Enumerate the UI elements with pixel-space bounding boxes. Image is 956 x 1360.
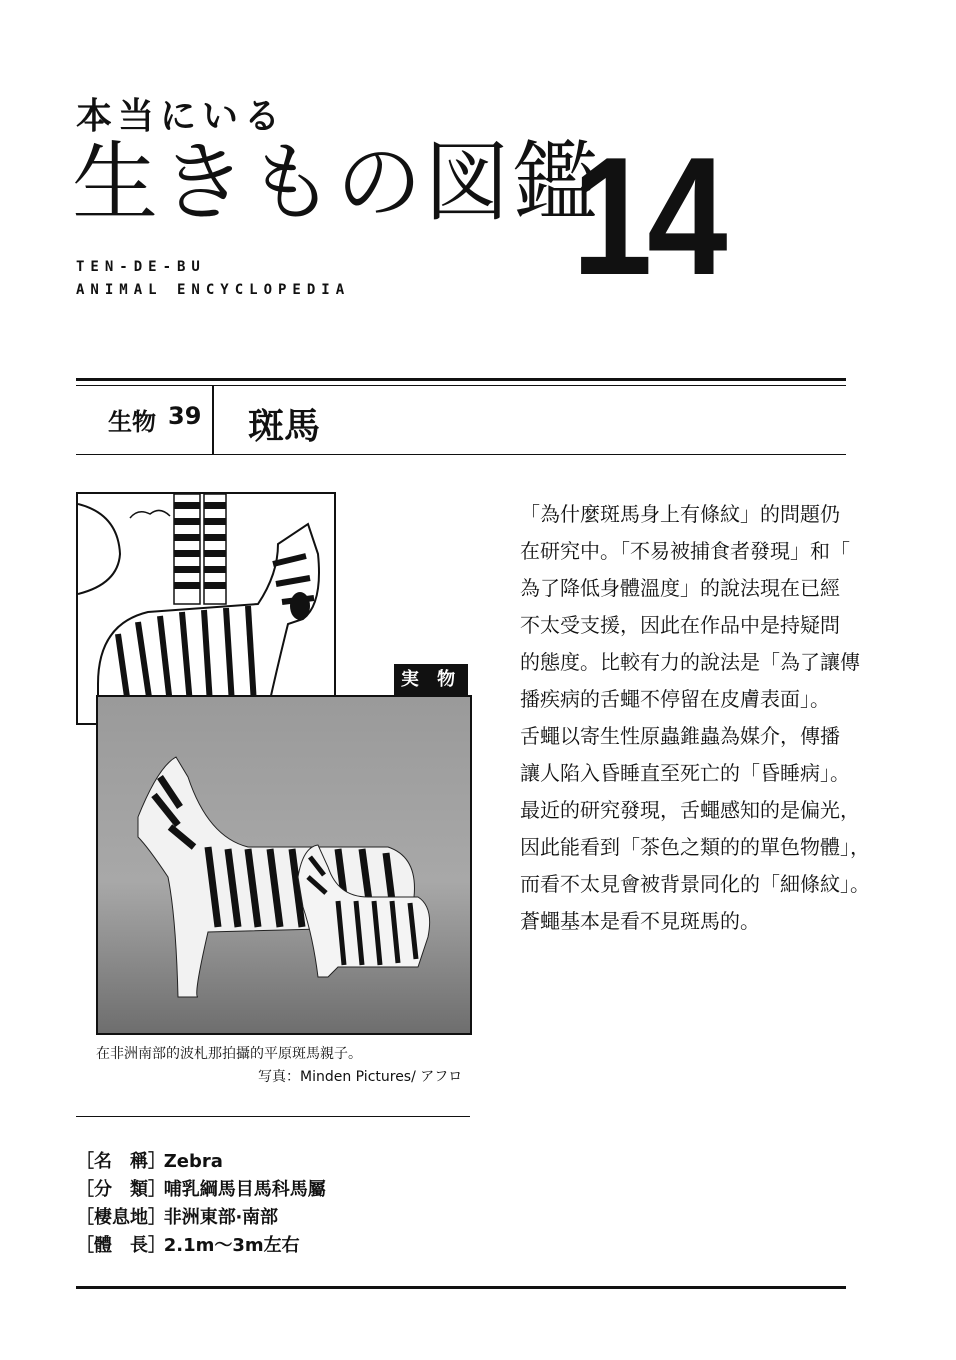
description-line: 蒼蠅基本是看不見斑馬的。 (520, 909, 760, 933)
info-row-name (76, 1148, 326, 1176)
info-row-habitat (76, 1204, 326, 1232)
zebra-photo (96, 695, 472, 1035)
info-value: 2.1m〜3m左右 (163, 1235, 300, 1256)
species-header-top-rule (76, 378, 846, 381)
description-text (520, 496, 900, 940)
info-key: ［名 稱］ (76, 1151, 166, 1172)
description-line: 因此能看到「茶色之類的的單色物體」， (520, 835, 870, 859)
description-line: 「為什麼斑馬身上有條紋」的問題仍 (520, 502, 840, 526)
manga-illustration (76, 492, 336, 725)
zebra-photo-image (98, 697, 470, 1033)
zebra-illustration-image (78, 494, 334, 723)
info-value: 非洲東部‧南部 (163, 1207, 279, 1228)
series-title: 生きもの図鑑 (72, 133, 600, 233)
description-line: 播疾病的舌蠅不停留在皮膚表面」。 (520, 687, 830, 711)
photo-credit: 写真：Minden Pictures/ アフロ (258, 1069, 463, 1085)
real-photo-tag: 実 物 (394, 664, 468, 696)
info-key: ［體 長］ (76, 1235, 166, 1256)
info-row-classification (76, 1176, 326, 1204)
species-header-top-rule-thin (76, 385, 846, 386)
species-header-divider (212, 386, 214, 454)
description-line: 讓人陷入昏睡直至死亡的「昏睡病」。 (520, 761, 850, 785)
info-value: Zebra (163, 1151, 223, 1172)
info-key: ［分 類］ (76, 1179, 166, 1200)
description-line: 不太受支援，因此在作品中是持疑問 (520, 613, 840, 637)
species-name: 斑馬 (248, 406, 321, 447)
volume-number: 14 (572, 122, 723, 310)
series-subtitle: 本当にいる (76, 96, 287, 137)
description-line: 的態度。比較有力的說法是「為了讓傳 (520, 650, 860, 674)
info-key: ［棲息地］ (76, 1207, 166, 1228)
info-table (76, 1148, 326, 1260)
description-line: 為了降低身體溫度」的說法現在已經 (520, 576, 840, 600)
english-title-line1: TEN-DE-BU (76, 259, 206, 275)
description-line: 最近的研究發現，舌蠅感知的是偏光， (520, 798, 860, 822)
info-value: 哺乳綱馬目馬科馬屬 (163, 1179, 326, 1200)
description-line: 在研究中。「不易被捕食者發現」和「 (520, 539, 850, 563)
photo-caption: 在非洲南部的波札那拍攝的平原斑馬親子。 (96, 1046, 362, 1062)
description-line: 舌蠅以寄生性原蟲錐蟲為媒介，傳播 (520, 724, 840, 748)
species-label: 生物 (108, 408, 156, 436)
info-row-length (76, 1232, 326, 1260)
species-header-bottom-rule (76, 454, 846, 455)
info-top-rule (76, 1116, 470, 1117)
description-line: 而看不太見會被背景同化的「細條紋」。 (520, 872, 870, 896)
english-title-line2: ANIMAL ENCYCLOPEDIA (76, 282, 351, 298)
page-bottom-rule (76, 1286, 846, 1289)
species-number: 39 (168, 402, 202, 430)
